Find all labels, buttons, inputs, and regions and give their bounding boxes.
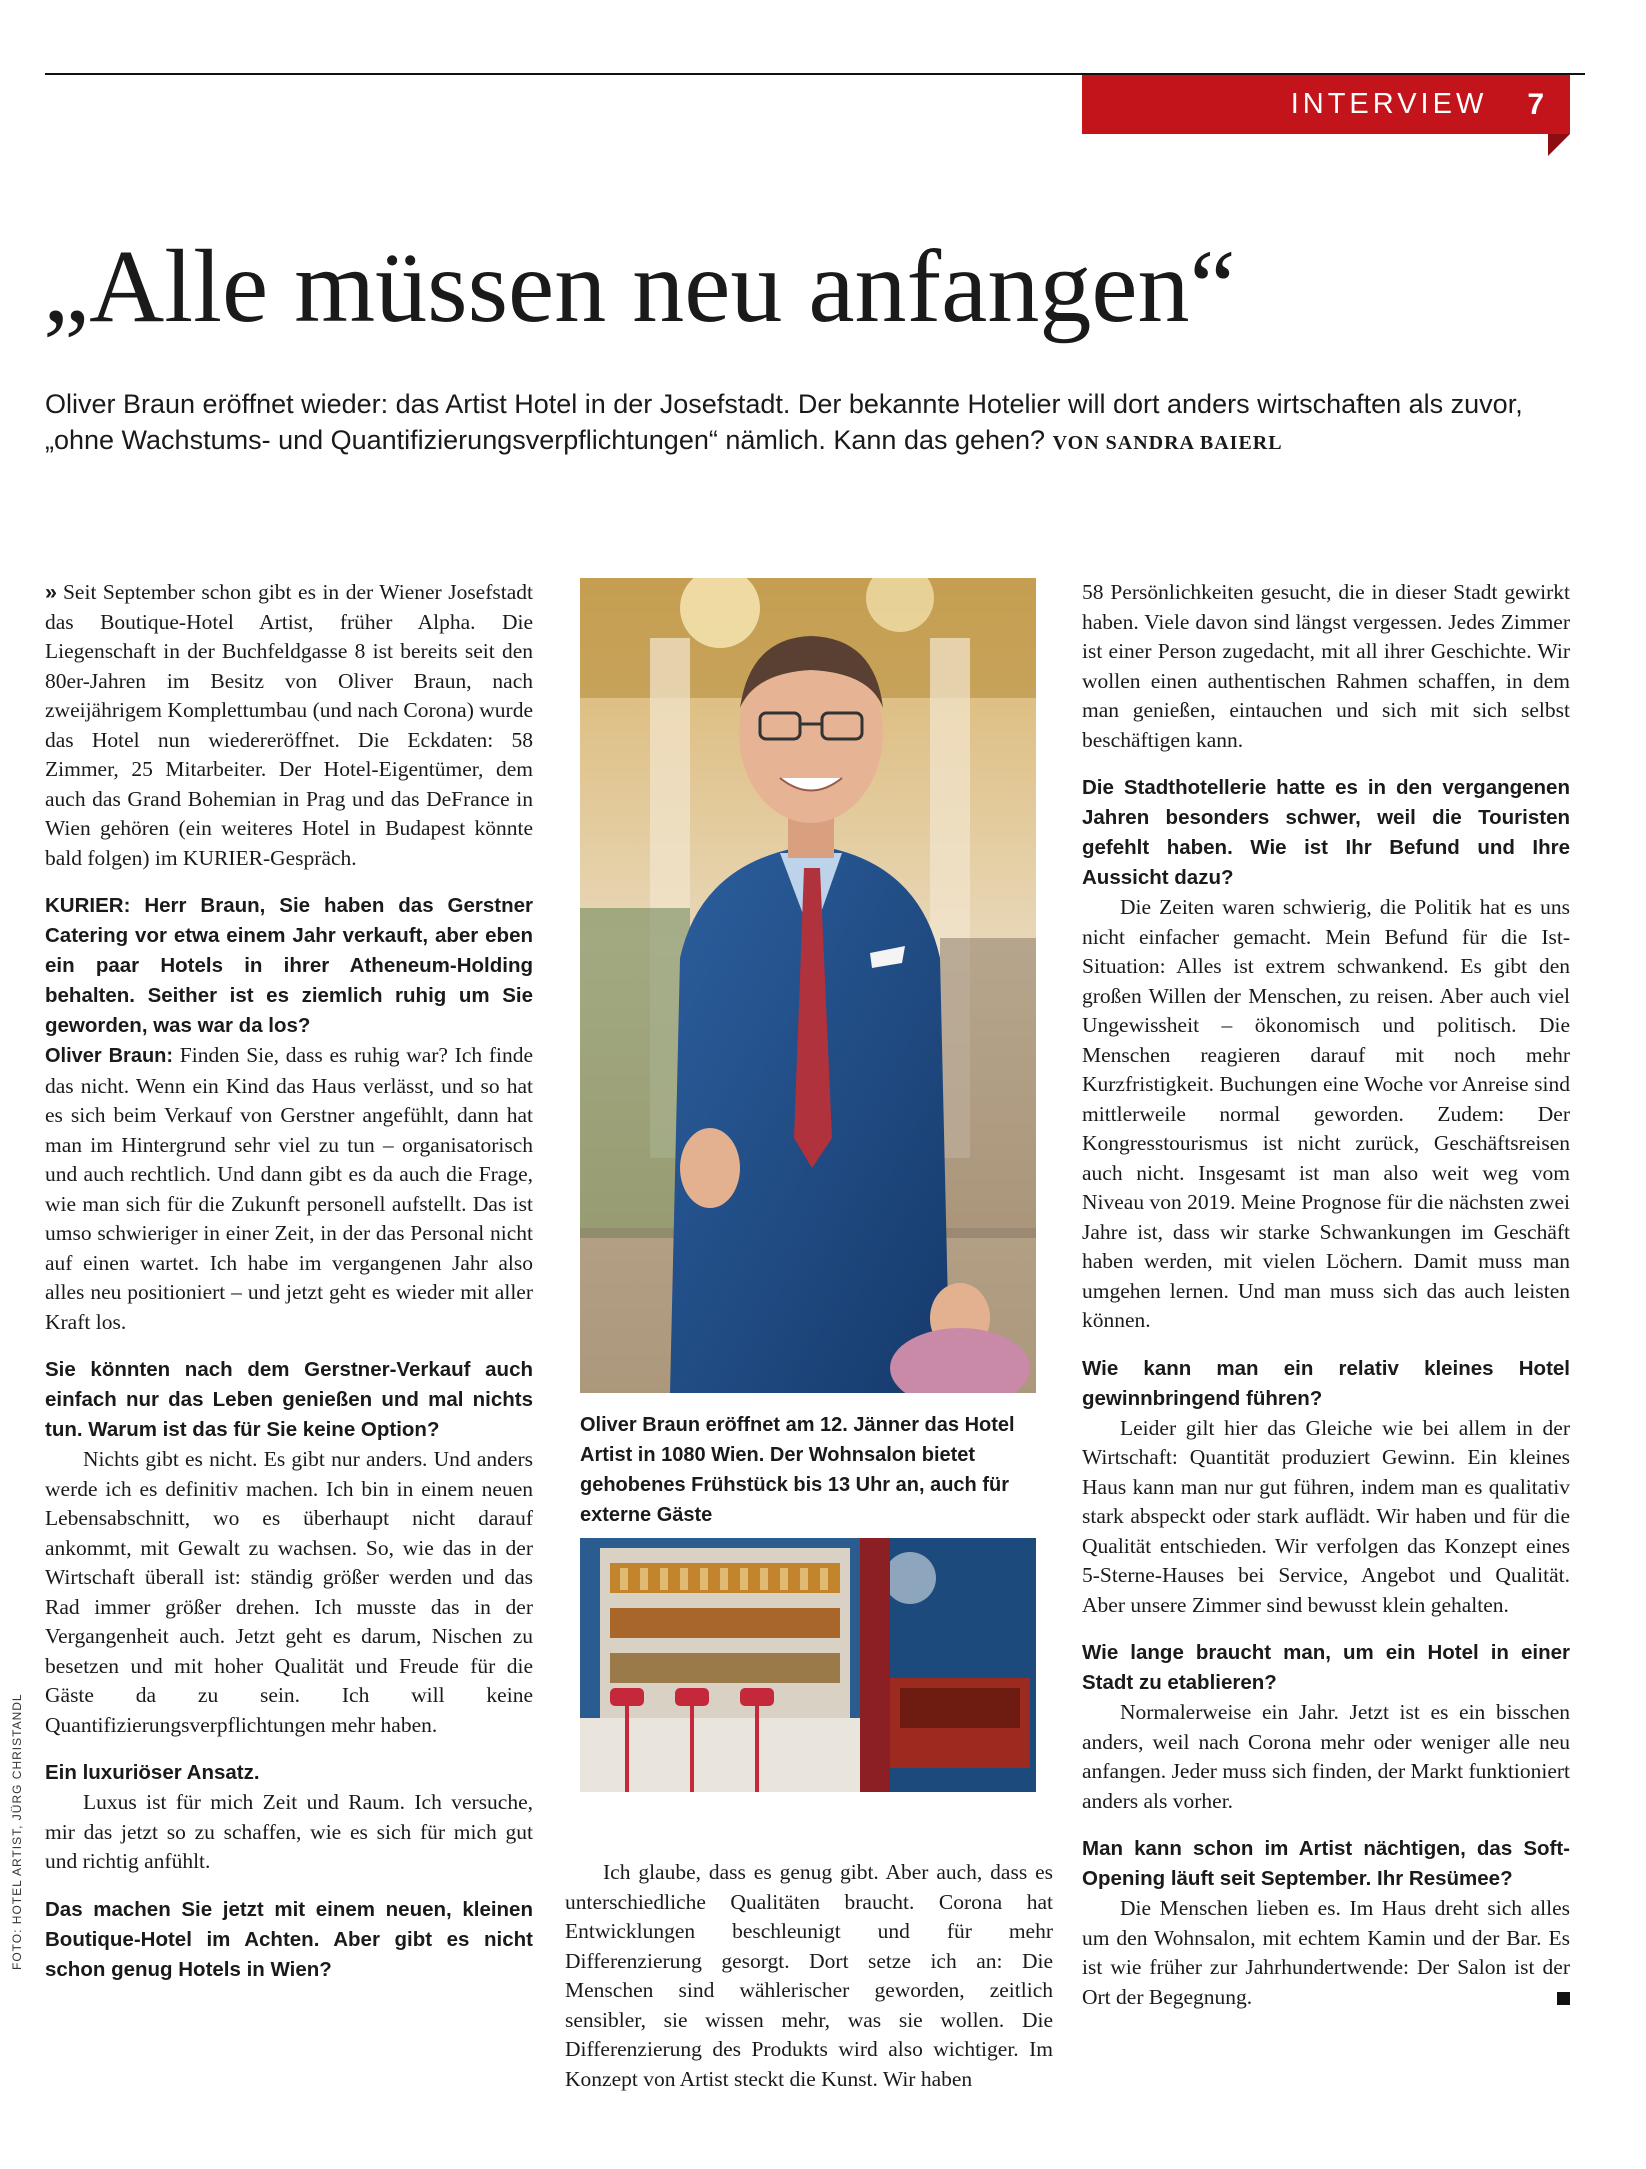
- question-1: KURIER: Herr Braun, Sie haben das Gerstner Catering vor etwa einem Jahr verkauft, aber eben ein paar Hotels in ihrer Atheneum-Holding behalten. Seither ist es ziemlich ruhig um Sie geworden, was war da los?: [45, 894, 533, 1037]
- answer-1: [45, 1041, 533, 1337]
- question-7: Wie lange braucht man, um ein Hotel in einer Stadt zu etablieren?: [1082, 1641, 1570, 1694]
- photo-credit: FOTO: HOTEL ARTIST, JÜRG CHRISTANDL: [10, 1693, 24, 1970]
- headline: „Alle müssen neu anfangen“: [43, 229, 1236, 344]
- answer-6: Leider gilt hier das Gleiche wie bei allem in der Wirtschaft: Quantität produziert Gewinn. Ein kleines Haus kann man nur gut führen, indem man es qualitativ stark abspeckt oder stark auflädt. Wir haben und für die Qualität entschieden. Wir verfolgen das Konzept eines 5-Sterne-Hauses bei Service, Angebot und Qualität. Aber unsere Zimmer sind bewusst klein gehalten.: [1082, 1415, 1570, 1617]
- question-6: Wie kann man ein relativ kleines Hotel gewinnbringend führen?: [1082, 1356, 1570, 1410]
- byline: VON SANDRA BAIERL: [1052, 432, 1283, 454]
- bar-photo: [580, 1538, 1036, 1792]
- lead-paragraph: [45, 386, 1585, 461]
- intro-text: Seit September schon gibt es in der Wiener Josefstadt das Boutique-Hotel Artist, früher Alpha. Die Liegenschaft in der Buchfeldgasse 8 ist bereits seit den 80er-Jahren im Besitz von Oliver Braun, nach zweijährigem Komplettumbau (und nach Corona) wurde das Hotel nun wiedereröffnet. Die Eckdaten: 58 Zimmer, 25 Mitarbeiter. Der Hotel-Eigentümer, dem auch das Grand Bohemian in Prag und das DeFrance in Wien gehören (ein weiteres Hotel in Budapest könnte bald folgen) im KURIER-Gespräch.: [45, 580, 533, 870]
- lead-text: Oliver Braun eröffnet wieder: das Artist Hotel in der Josefstadt. Der bekannte Hotelier will dort anders wirtschaften als zuvor, „ohne Wachstums- und Quantifizierungsverpflichtungen“ nämlich. Kann das gehen?: [45, 389, 1523, 455]
- answer-2: Nichts gibt es nicht. Es gibt nur anders. Und anders werde ich es definitiv machen. Ich bin in einem neuen Lebensabschnitt, wo es überhaupt nicht darauf ankommt, mit Gewalt zu wachsen. So, wie das in der Wirtschaft überall ist: ständig größer werden und das Rad immer größer drehen. Ich musste das in der Vergangenheit auch. Jetzt geht es darum, Nischen zu besetzen und mit hoher Qualität und Freude für die Gäste da zu sein. Ich will keine Quantifizierungsverpflichtungen mehr haben.: [45, 1447, 533, 1737]
- answer-8-text: Die Menschen lieben es. Im Haus dreht sich alles um den Wohnsalon, mit echtem Kamin und der Bar. Es ist wie früher zur Jahrhundertwende: Der Salon ist der Ort der Begegnung.: [1082, 1896, 1570, 2009]
- article-column-3: [1082, 578, 1570, 2012]
- speaker-label: Oliver Braun:: [45, 1045, 174, 1067]
- question-5: Die Stadthotellerie hatte es in den vergangenen Jahren besonders schwer, weil die Touristen gefehlt haben. Wie ist Ihr Befund und Ihre Aussicht dazu?: [1082, 776, 1570, 889]
- photo-caption: Oliver Braun eröffnet am 12. Jänner das Hotel Artist in 1080 Wien. Der Wohnsalon bietet gehobenes Frühstück bis 13 Uhr an, auch für externe Gäste: [580, 1414, 1015, 1526]
- answer-3: Luxus ist für mich Zeit und Raum. Ich versuche, mir das jetzt so zu schaffen, wie es sich für mich gut und richtig anfühlt.: [45, 1790, 533, 1873]
- article-column-1: [45, 578, 533, 1985]
- section-tab-fold: [1548, 134, 1570, 156]
- answer-4-continued: 58 Persönlichkeiten gesucht, die in dieser Stadt gewirkt haben. Viele davon sind längst vergessen. Jedes Zimmer ist einer Person zugedacht, mit all ihrer Geschichte. Wir wollen einen authentischen Rahmen schaffen, in dem man genießen, eintauchen und sich mit sich selbst beschäftigen kann.: [1082, 580, 1570, 752]
- intro-mark: »: [45, 580, 57, 604]
- portrait-photo: [580, 578, 1036, 1393]
- answer-8: [1082, 1894, 1570, 2012]
- intro-paragraph: [45, 578, 533, 873]
- answer-4: Ich glaube, dass es genug gibt. Aber auch, dass es unterschiedliche Qualitäten braucht. Corona hat Entwicklungen beschleunigt und für mehr Differenzierung gesorgt. Dort setze ich an: Die Menschen sind wählerischer geworden, zeitlich sensibler, sie wissen mehr, was sie wollen. Die Differenzierung des Produkts wird also wichtiger. Im Konzept von Artist steckt die Kunst. Wir haben: [565, 1860, 1053, 2091]
- article-column-2: [565, 1858, 1053, 2094]
- answer-1-text: Finden Sie, dass es ruhig war? Ich finde das nicht. Wenn ein Kind das Haus verlässt, und so hat es sich beim Verkauf von Gerstner angefühlt, dann hat man im Hintergrund sehr viel zu tun – organisatorisch und auch rechtlich. Und dann gibt es da auch die Frage, wie man sich für die Zukunft personell aufstellt. Das ist umso schwieriger in einer Zeit, in der das Personal nicht auf einen wartet. Ich habe im vergangenen Jahr also alles neu positioniert – und jetzt geht es wieder mit aller Kraft los.: [45, 1043, 534, 1334]
- question-8: Man kann schon im Artist nächtigen, das Soft-Opening läuft seit September. Ihr Resümee?: [1082, 1837, 1570, 1890]
- section-header: [1082, 75, 1570, 134]
- end-of-article-mark: [1557, 1992, 1570, 2005]
- answer-7: Normalerweise ein Jahr. Jetzt ist es ein bisschen anders, weil nach Corona mehr oder weniger alle neu anfangen. Jeder muss sich finden, der Markt funktioniert anders als vorher.: [1082, 1700, 1570, 1813]
- page-number: 7: [1527, 87, 1544, 121]
- section-name: INTERVIEW: [1290, 88, 1488, 120]
- question-3: Ein luxuriöser Ansatz.: [45, 1761, 260, 1784]
- question-4: Das machen Sie jetzt mit einem neuen, kleinen Boutique-Hotel im Achten. Aber gibt es nicht schon genug Hotels in Wien?: [45, 1897, 533, 1981]
- question-2: Sie könnten nach dem Gerstner-Verkauf auch einfach nur das Leben genießen und mal nichts tun. Warum ist das für Sie keine Option?: [45, 1358, 533, 1441]
- answer-5: Die Zeiten waren schwierig, die Politik hat es uns nicht einfacher gemacht. Mein Befund für die Ist-Situation: Alles ist extrem schwankend. Es gibt den großen Willen der Menschen, zu reisen. Aber auch viel Ungewissheit – ökonomisch und politisch. Die Menschen reagieren darauf mit noch mehr Kurzfristigkeit. Buchungen eine Woche vor Anreise sind mittlerweile normal geworden. Zudem: Der Kongresstourismus ist nicht zurück, Geschäftsreisen auch nicht. Insgesamt ist man also weit weg vom Niveau von 2019. Meine Prognose für die nächsten zwei Jahre ist, dass wir starke Schwankungen im Geschäft haben werden, mit vielen Löchern. Damit muss man umgehen lernen. Und man muss sich das auch leisten können.: [1082, 895, 1570, 1332]
